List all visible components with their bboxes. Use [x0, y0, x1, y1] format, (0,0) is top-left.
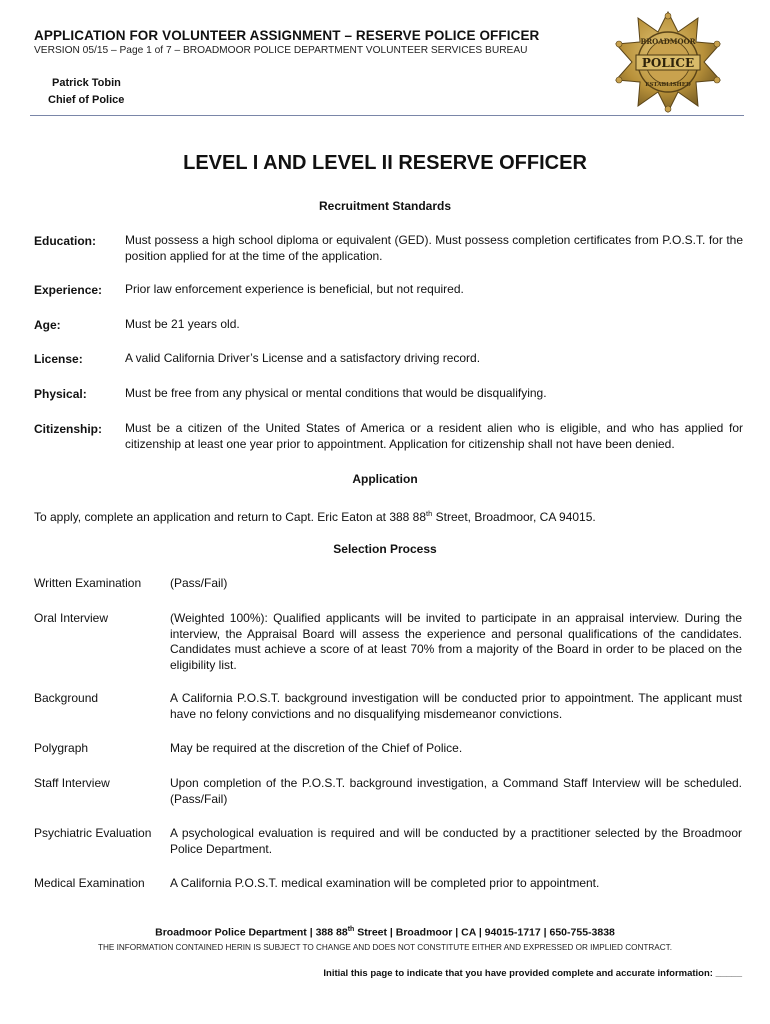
- badge-bottom-text: ESTABLISHED: [645, 82, 691, 88]
- selection-text: (Pass/Fail): [170, 576, 228, 590]
- selection-text: (Weighted 100%): Qualified applicants will be invited to participate in an appraisal interview. During the interview, the Appraisal Board will assess the experience and personal qualifications of the candidates. Candidates must achieve a score of at least 70% from a majority of the Board in order to be placed on the eligibility list.: [170, 611, 742, 672]
- recruitment-heading: Recruitment Standards: [318, 199, 452, 213]
- selection-text: Upon completion of the P.O.S.T. background investigation, a Command Staff Interview will be scheduled. (Pass/Fail): [170, 776, 742, 806]
- selection-text: A California P.O.S.T. background investigation will be conducted prior to appointment. The applicant must have no felony convictions and no disqualifying misdemeanor convictions.: [170, 691, 742, 721]
- standard-text: A valid California Driver’s License and a satisfactory driving record.: [125, 351, 481, 365]
- standard-label: Physical:: [34, 387, 87, 401]
- selection-label: Oral Interview: [34, 611, 109, 625]
- standard-text: Must be 21 years old.: [125, 317, 240, 331]
- standard-label: Citizenship:: [34, 422, 102, 436]
- badge-top-text: BROADMOOR: [640, 37, 696, 46]
- standard-text: Must possess a high school diploma or equivalent (GED). Must possess completion certificates from P.O.S.T. for the position applied for at the time of the application.: [125, 233, 743, 263]
- badge-center-text: POLICE: [641, 56, 695, 70]
- header-divider: [30, 115, 744, 116]
- selection-text: May be required at the discretion of the Chief of Police.: [170, 741, 463, 755]
- application-instructions: To apply, complete an application and return to Capt. Eric Eaton at 388 88th Street, Broadmoor, CA 94015.: [34, 509, 596, 524]
- standard-label: Education:: [34, 234, 96, 248]
- footer-address: Broadmoor Police Department | 388 88th Street | Broadmoor | CA | 94015-1717 | 650-755-3838: [155, 926, 615, 939]
- initial-field[interactable]: Initial this page to indicate that you have provided complete and accurate information: _____: [323, 968, 742, 979]
- standard-label: License:: [34, 352, 83, 366]
- selection-label: Medical Examination: [34, 876, 145, 890]
- application-heading: Application: [352, 472, 418, 486]
- standard-label: Experience:: [34, 283, 103, 297]
- selection-label: Background: [34, 691, 99, 705]
- selection-label: Written Examination: [34, 576, 142, 590]
- standard-text: Must be free from any physical or mental conditions that would be disqualifying.: [125, 386, 547, 400]
- selection-label: Psychiatric Evaluation: [34, 826, 152, 840]
- footer-disclaimer: THE INFORMATION CONTAINED HERIN IS SUBJECT TO CHANGE AND DOES NOT CONSTITUTE EITHER AND EXPRESSED OR IMPLIED CONTRACT.: [97, 943, 673, 952]
- selection-label: Polygraph: [34, 741, 89, 755]
- standard-text: Must be a citizen of the United States of America or a resident alien who is eligible, and who has applied for citizenship at least one year prior to appointment. Application for citizenship shall not have been denied.: [125, 421, 743, 451]
- version-line: VERSION 05/15 – Page 1 of 7 – BROADMOOR POLICE DEPARTMENT VOLUNTEER SERVICES BUREAU: [34, 45, 528, 56]
- standard-label: Age:: [34, 318, 61, 332]
- selection-text: A California P.O.S.T. medical examination will be completed prior to appointment.: [170, 876, 600, 890]
- selection-heading: Selection Process: [333, 542, 437, 556]
- selection-label: Staff Interview: [34, 776, 110, 790]
- standard-text: Prior law enforcement experience is beneficial, but not required.: [125, 282, 464, 296]
- police-badge-icon: [612, 10, 724, 114]
- chief-name: Patrick Tobin: [52, 77, 121, 89]
- document-title: APPLICATION FOR VOLUNTEER ASSIGNMENT – RESERVE POLICE OFFICER: [34, 28, 540, 43]
- page-title: LEVEL I AND LEVEL II RESERVE OFFICER: [183, 152, 587, 174]
- selection-text: A psychological evaluation is required and will be conducted by a practitioner selected by the Broadmoor Police Department.: [170, 826, 742, 856]
- chief-title: Chief of Police: [48, 94, 125, 106]
